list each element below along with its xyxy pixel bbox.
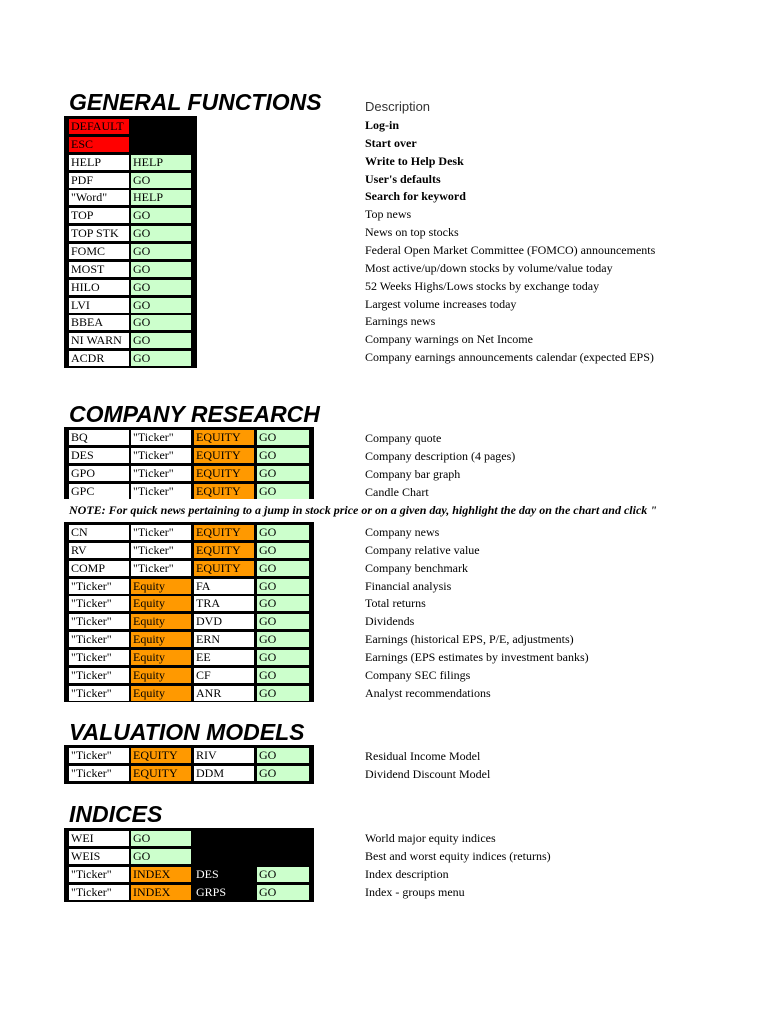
command-key: GO bbox=[257, 668, 309, 683]
indices-table bbox=[64, 828, 314, 902]
command-key: "Ticker" bbox=[69, 766, 129, 781]
command-key: FA bbox=[194, 579, 254, 594]
command-key: HELP bbox=[69, 155, 129, 170]
command-key: GO bbox=[257, 579, 309, 594]
function-description: Company news bbox=[365, 525, 440, 539]
command-key: RIV bbox=[194, 748, 254, 763]
command-key: ACDR bbox=[69, 351, 129, 366]
function-description: Write to Help Desk bbox=[365, 153, 464, 168]
command-key: GO bbox=[257, 650, 309, 665]
command-key: "Ticker" bbox=[131, 466, 191, 481]
function-description: Most active/up/down stocks by volume/value today bbox=[365, 260, 613, 275]
command-key: Equity bbox=[131, 614, 191, 629]
command-key: WEIS bbox=[69, 849, 129, 864]
command-key: "Ticker" bbox=[69, 614, 129, 629]
command-key: EQUITY bbox=[194, 448, 254, 463]
command-key: GRPS bbox=[194, 885, 254, 900]
command-key: DES bbox=[69, 448, 129, 463]
function-description: Company description (4 pages) bbox=[365, 448, 516, 463]
command-key: GO bbox=[257, 448, 309, 463]
function-description: Candle Chart bbox=[365, 484, 429, 499]
command-key: "Ticker" bbox=[69, 885, 129, 900]
function-description: Index description bbox=[365, 866, 449, 881]
command-key: Equity bbox=[131, 579, 191, 594]
command-key: MOST bbox=[69, 262, 129, 277]
command-key: EQUITY bbox=[131, 766, 191, 781]
function-description: Dividend Discount Model bbox=[365, 766, 491, 781]
function-description: News on top stocks bbox=[365, 225, 459, 240]
command-key: ERN bbox=[194, 632, 254, 647]
command-key: GO bbox=[257, 766, 309, 781]
command-key: GO bbox=[131, 315, 191, 330]
command-key: GO bbox=[131, 351, 191, 366]
command-key: EQUITY bbox=[194, 430, 254, 445]
command-key: GO bbox=[257, 543, 309, 558]
function-description: User's defaults bbox=[365, 171, 441, 186]
command-key: LVI bbox=[69, 298, 129, 313]
command-key: "Ticker" bbox=[131, 430, 191, 445]
command-key: EQUITY bbox=[194, 484, 254, 499]
command-key: GO bbox=[131, 333, 191, 348]
command-key: GO bbox=[131, 262, 191, 277]
command-key: EQUITY bbox=[194, 525, 254, 540]
command-key: EQUITY bbox=[194, 543, 254, 558]
function-description: Residual Income Model bbox=[365, 749, 481, 763]
general-functions-table bbox=[64, 116, 197, 368]
command-key: GO bbox=[257, 525, 309, 540]
chart-news-note: NOTE: For quick news pertaining to a jump in stock price or on a given day, highlight the day on the chart and click " bbox=[69, 503, 657, 517]
command-key: TOP STK bbox=[69, 226, 129, 241]
command-key: "Ticker" bbox=[131, 543, 191, 558]
command-key: Equity bbox=[131, 632, 191, 647]
command-key: HELP bbox=[131, 190, 191, 205]
command-key: DDM bbox=[194, 766, 254, 781]
command-key: GPC bbox=[69, 484, 129, 499]
function-description: Company SEC filings bbox=[365, 667, 471, 682]
command-key: EQUITY bbox=[131, 748, 191, 763]
command-key: "Ticker" bbox=[69, 650, 129, 665]
command-key: "Word" bbox=[69, 190, 129, 205]
command-key: TRA bbox=[194, 596, 254, 611]
command-key: "Ticker" bbox=[69, 579, 129, 594]
command-key: GO bbox=[257, 430, 309, 445]
command-key: FOMC bbox=[69, 244, 129, 259]
command-key: DEFAULT bbox=[69, 119, 129, 134]
function-description: Company quote bbox=[365, 431, 442, 445]
command-key: RV bbox=[69, 543, 129, 558]
function-description: Largest volume increases today bbox=[365, 296, 517, 311]
command-key: GO bbox=[257, 686, 309, 701]
command-key: "Ticker" bbox=[131, 525, 191, 540]
function-description: Log-in bbox=[365, 118, 400, 132]
command-key: ANR bbox=[194, 686, 254, 701]
command-key: TOP bbox=[69, 208, 129, 223]
function-description: World major equity indices bbox=[365, 831, 496, 845]
command-key: Equity bbox=[131, 686, 191, 701]
command-key: Equity bbox=[131, 668, 191, 683]
command-key: GO bbox=[257, 614, 309, 629]
description-header: Description bbox=[365, 99, 431, 114]
function-description: 52 Weeks Highs/Lows stocks by exchange today bbox=[365, 278, 600, 293]
command-key: GPO bbox=[69, 466, 129, 481]
command-key: EQUITY bbox=[194, 466, 254, 481]
function-description: Financial analysis bbox=[365, 578, 452, 593]
valuation-models-heading: VALUATION MODELS bbox=[69, 719, 305, 745]
general-functions-heading: GENERAL FUNCTIONS bbox=[69, 89, 322, 115]
function-description: Company warnings on Net Income bbox=[365, 332, 533, 347]
command-key: GO bbox=[131, 280, 191, 295]
command-key: "Ticker" bbox=[69, 668, 129, 683]
command-key: GO bbox=[131, 849, 191, 864]
command-key: GO bbox=[131, 173, 191, 188]
function-description: Company bar graph bbox=[365, 466, 461, 481]
command-key: "Ticker" bbox=[131, 484, 191, 499]
command-key: INDEX bbox=[131, 867, 191, 882]
command-key: "Ticker" bbox=[69, 867, 129, 882]
command-key: GO bbox=[131, 226, 191, 241]
command-key: "Ticker" bbox=[69, 686, 129, 701]
command-key: COMP bbox=[69, 561, 129, 576]
command-key: PDF bbox=[69, 173, 129, 188]
function-description: Dividends bbox=[365, 614, 415, 629]
command-key: GO bbox=[257, 632, 309, 647]
command-key: GO bbox=[131, 298, 191, 313]
company-research-table-1 bbox=[64, 427, 314, 499]
command-key: BQ bbox=[69, 430, 129, 445]
command-key: CF bbox=[194, 668, 254, 683]
command-key: Equity bbox=[131, 596, 191, 611]
command-key: "Ticker" bbox=[69, 748, 129, 763]
command-key: EQUITY bbox=[194, 561, 254, 576]
function-description: Company earnings announcements calendar (expected EPS) bbox=[365, 350, 654, 365]
company-research-table-2 bbox=[64, 522, 314, 702]
function-description: Earnings (EPS estimates by investment banks) bbox=[365, 649, 589, 664]
function-description: Federal Open Market Committee (FOMCO) announcements bbox=[365, 242, 656, 257]
command-key: GO bbox=[131, 244, 191, 259]
function-description: Top news bbox=[365, 207, 412, 222]
function-description: Company benchmark bbox=[365, 560, 468, 575]
command-key: "Ticker" bbox=[69, 596, 129, 611]
command-key: HILO bbox=[69, 280, 129, 295]
function-description: Company relative value bbox=[365, 542, 480, 557]
indices-heading: INDICES bbox=[69, 801, 163, 827]
command-key: GO bbox=[257, 885, 309, 900]
function-description: Total returns bbox=[365, 596, 426, 611]
command-key: DVD bbox=[194, 614, 254, 629]
company-research-heading: COMPANY RESEARCH bbox=[69, 401, 320, 427]
command-key: NI WARN bbox=[69, 333, 129, 348]
command-key: "Ticker" bbox=[131, 561, 191, 576]
command-key: INDEX bbox=[131, 885, 191, 900]
command-key: CN bbox=[69, 525, 129, 540]
command-key: GO bbox=[257, 867, 309, 882]
function-description: Earnings news bbox=[365, 314, 436, 329]
command-key: "Ticker" bbox=[69, 632, 129, 647]
command-key: GO bbox=[257, 484, 309, 499]
function-description: Analyst recommendations bbox=[365, 685, 491, 700]
command-key: HELP bbox=[131, 155, 191, 170]
function-description: Best and worst equity indices (returns) bbox=[365, 848, 551, 863]
command-key: GO bbox=[131, 208, 191, 223]
command-key: BBEA bbox=[69, 315, 129, 330]
function-description: Search for keyword bbox=[365, 189, 466, 204]
command-key: GO bbox=[257, 748, 309, 763]
command-key: DES bbox=[194, 867, 254, 882]
command-key: "Ticker" bbox=[131, 448, 191, 463]
command-key: WEI bbox=[69, 831, 129, 846]
function-description: Start over bbox=[365, 135, 417, 150]
function-description: Index - groups menu bbox=[365, 884, 465, 899]
command-key: GO bbox=[131, 831, 191, 846]
command-key: EE bbox=[194, 650, 254, 665]
command-key: GO bbox=[257, 466, 309, 481]
command-key: Equity bbox=[131, 650, 191, 665]
command-key: ESC bbox=[69, 137, 129, 152]
function-description: Earnings (historical EPS, P/E, adjustments) bbox=[365, 632, 574, 647]
command-key: GO bbox=[257, 596, 309, 611]
valuation-models-table bbox=[64, 745, 314, 784]
command-key: GO bbox=[257, 561, 309, 576]
